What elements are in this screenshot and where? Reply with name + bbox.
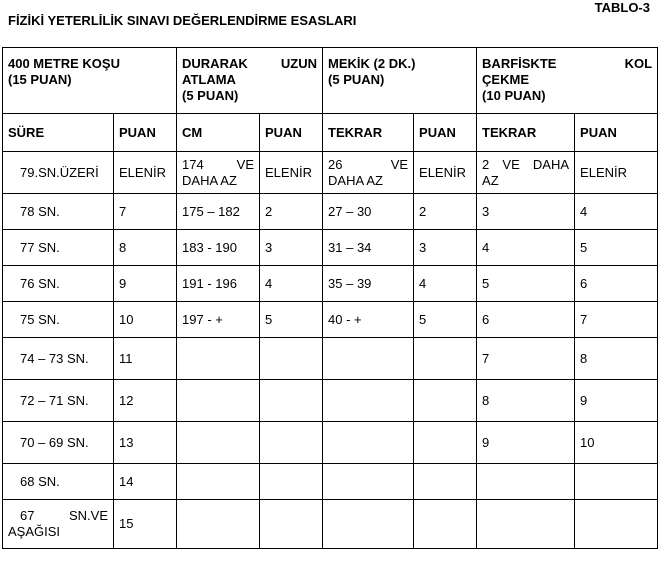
cell-puan: ELENİR: [414, 152, 477, 194]
cell-puan: [414, 338, 477, 380]
cell-tekrar: [323, 464, 414, 500]
cell-tekrar: 9: [477, 422, 575, 464]
cell-puan: [414, 464, 477, 500]
table-row: [3, 194, 658, 230]
cell-puan: 4: [260, 266, 323, 302]
cell-puan: 5: [260, 302, 323, 338]
table-row: [3, 230, 658, 266]
cell-tekrar: 2 VE DAHA AZ: [477, 152, 575, 194]
cell-puan: [260, 422, 323, 464]
cell-puan: [260, 464, 323, 500]
cell-sure: 79.SN.ÜZERİ: [3, 152, 114, 194]
cell-tekrar: 27 – 30: [323, 194, 414, 230]
col-header: CM: [177, 114, 260, 152]
cell-sure: 68 SN.: [3, 464, 114, 500]
cell-sure: 75 SN.: [3, 302, 114, 338]
col-header: PUAN: [114, 114, 177, 152]
cell-puan: ELENİR: [575, 152, 658, 194]
cell-sure: 72 – 71 SN.: [3, 380, 114, 422]
cell-puan: 10: [114, 302, 177, 338]
table-row: [3, 422, 658, 464]
cell-puan: ELENİR: [114, 152, 177, 194]
group-400m: 400 METRE KOŞU (15 PUAN): [3, 48, 177, 114]
cell-tekrar: 7: [477, 338, 575, 380]
cell-puan: [414, 422, 477, 464]
cell-cm: 197 - +: [177, 302, 260, 338]
cell-tekrar: 26 VE DAHA AZ: [323, 152, 414, 194]
cell-puan: 8: [114, 230, 177, 266]
cell-puan: 2: [414, 194, 477, 230]
evaluation-table: [2, 47, 658, 549]
cell-cm: [177, 500, 260, 549]
cell-cm: [177, 422, 260, 464]
cell-tekrar: [323, 500, 414, 549]
cell-cm: 174 VE DAHA AZ: [177, 152, 260, 194]
table-row: [3, 500, 658, 549]
cell-puan: 3: [260, 230, 323, 266]
group-header-row: [3, 48, 658, 114]
cell-puan: [414, 380, 477, 422]
cell-sure: 76 SN.: [3, 266, 114, 302]
group-pullups: BARFİSKTE KOL ÇEKME (10 PUAN): [477, 48, 658, 114]
table-row: [3, 464, 658, 500]
column-header-row: [3, 114, 658, 152]
cell-puan: 9: [575, 380, 658, 422]
cell-puan: 5: [414, 302, 477, 338]
cell-tekrar: 35 – 39: [323, 266, 414, 302]
group-situps: MEKİK (2 DK.) (5 PUAN): [323, 48, 477, 114]
table-row: [3, 152, 658, 194]
col-header: PUAN: [260, 114, 323, 152]
cell-cm: [177, 464, 260, 500]
cell-cm: 191 - 196: [177, 266, 260, 302]
col-header: PUAN: [414, 114, 477, 152]
cell-cm: [177, 380, 260, 422]
cell-tekrar: 3: [477, 194, 575, 230]
cell-tekrar: [323, 422, 414, 464]
cell-tekrar: [323, 338, 414, 380]
cell-puan: [575, 464, 658, 500]
cell-puan: 9: [114, 266, 177, 302]
cell-sure: 78 SN.: [3, 194, 114, 230]
cell-puan: 15: [114, 500, 177, 549]
cell-tekrar: 5: [477, 266, 575, 302]
cell-puan: 5: [575, 230, 658, 266]
cell-puan: 14: [114, 464, 177, 500]
table-row: [3, 338, 658, 380]
cell-puan: 11: [114, 338, 177, 380]
cell-puan: [414, 500, 477, 549]
cell-sure: 77 SN.: [3, 230, 114, 266]
table-number: TABLO-3: [594, 0, 650, 15]
cell-puan: [260, 500, 323, 549]
cell-puan: 4: [414, 266, 477, 302]
table-row: [3, 380, 658, 422]
cell-puan: [260, 380, 323, 422]
group-long-jump: DURARAK UZUN ATLAMA (5 PUAN): [177, 48, 323, 114]
cell-puan: [260, 338, 323, 380]
cell-tekrar: [477, 500, 575, 549]
cell-puan: 13: [114, 422, 177, 464]
col-header: SÜRE: [3, 114, 114, 152]
cell-puan: 7: [114, 194, 177, 230]
cell-tekrar: 8: [477, 380, 575, 422]
table-row: [3, 302, 658, 338]
col-header: TEKRAR: [477, 114, 575, 152]
cell-sure: 70 – 69 SN.: [3, 422, 114, 464]
cell-tekrar: 6: [477, 302, 575, 338]
cell-cm: [177, 338, 260, 380]
page-title: FİZİKİ YETERLİLİK SINAVI DEĞERLENDİRME ESASLARI: [8, 13, 357, 28]
cell-cm: 183 - 190: [177, 230, 260, 266]
cell-tekrar: 40 - +: [323, 302, 414, 338]
cell-sure: 74 – 73 SN.: [3, 338, 114, 380]
table-row: [3, 266, 658, 302]
cell-puan: 8: [575, 338, 658, 380]
col-header: PUAN: [575, 114, 658, 152]
cell-tekrar: [477, 464, 575, 500]
cell-puan: 3: [414, 230, 477, 266]
cell-puan: ELENİR: [260, 152, 323, 194]
cell-puan: 10: [575, 422, 658, 464]
cell-puan: 12: [114, 380, 177, 422]
cell-puan: 6: [575, 266, 658, 302]
cell-tekrar: [323, 380, 414, 422]
cell-sure: 67 SN.VE AŞAĞISI: [3, 500, 114, 549]
cell-cm: 175 – 182: [177, 194, 260, 230]
cell-puan: 2: [260, 194, 323, 230]
cell-tekrar: 4: [477, 230, 575, 266]
cell-puan: [575, 500, 658, 549]
col-header: TEKRAR: [323, 114, 414, 152]
cell-puan: 4: [575, 194, 658, 230]
cell-puan: 7: [575, 302, 658, 338]
cell-tekrar: 31 – 34: [323, 230, 414, 266]
